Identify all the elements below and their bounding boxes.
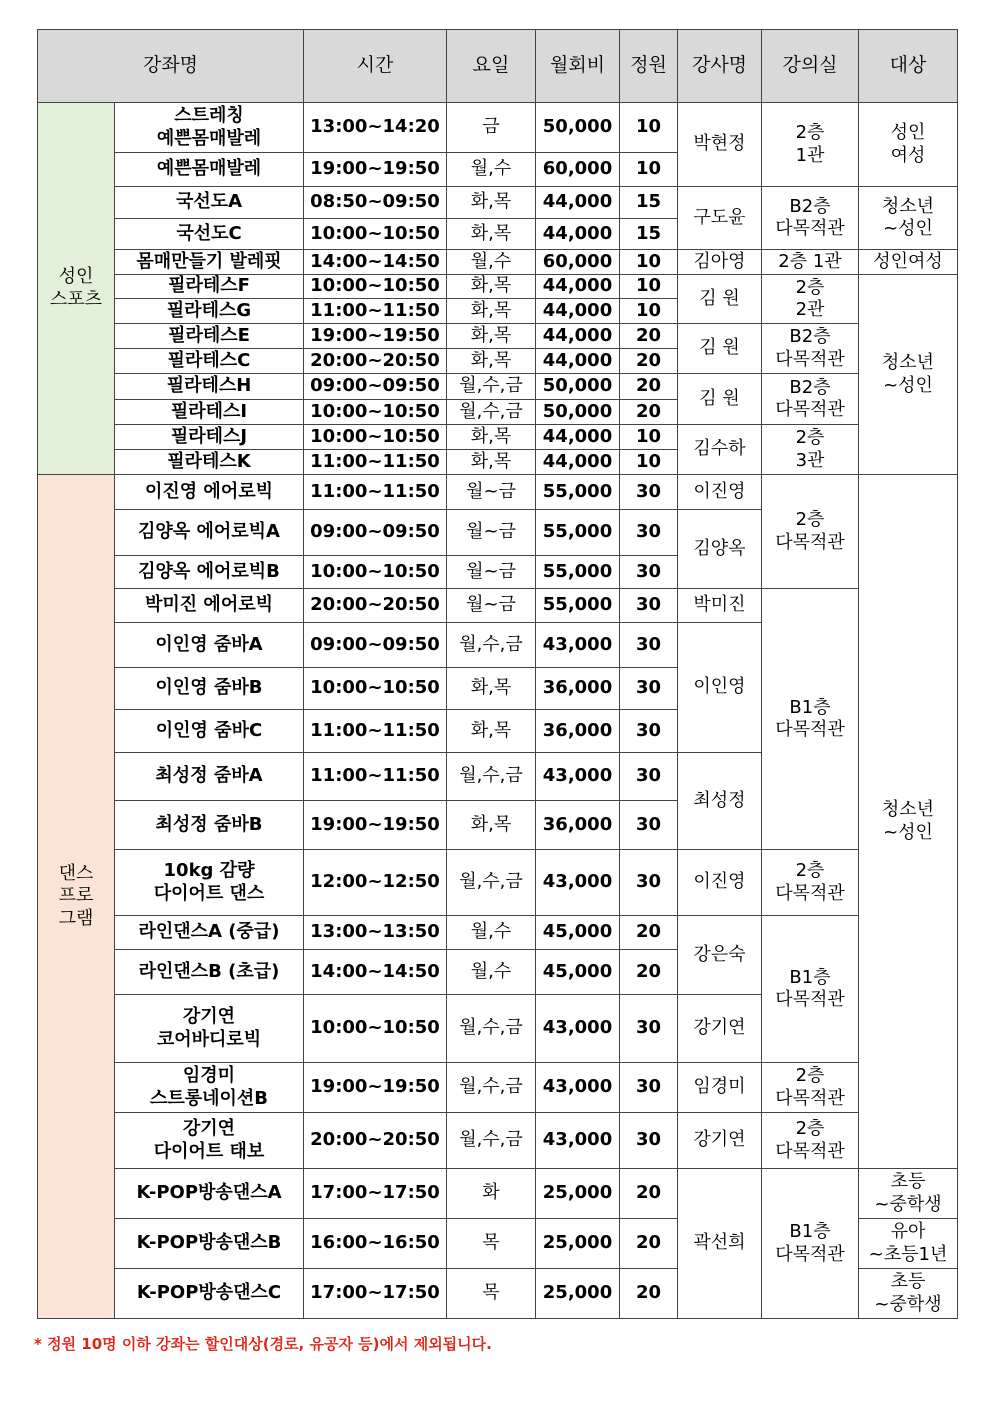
time-cell: 11:00~11:50 [304,450,447,475]
time-cell: 10:00~10:50 [304,400,447,425]
fee-cell: 44,000 [536,324,620,349]
table-row [38,850,958,916]
capacity-cell: 20 [620,950,678,995]
day-cell: 월,수,금 [447,850,536,916]
instructor-cell: 박미진 [678,589,762,623]
time-cell: 13:00~14:20 [304,103,447,153]
room-cell: B1층 다목적관 [762,916,859,1063]
course-name-cell: 필라테스H [115,374,304,400]
time-cell: 19:00~19:50 [304,1063,447,1113]
fee-cell: 44,000 [536,349,620,374]
time-cell: 10:00~10:50 [304,995,447,1063]
header-capacity: 정원 [620,30,678,103]
fee-cell: 43,000 [536,995,620,1063]
capacity-cell: 10 [620,103,678,153]
course-name-cell: 이인영 줌바B [115,668,304,710]
day-cell: 화,목 [447,324,536,349]
table-row [38,250,958,275]
fee-cell: 55,000 [536,589,620,623]
day-cell: 월,수,금 [447,400,536,425]
time-cell: 19:00~19:50 [304,153,447,187]
day-cell: 월~금 [447,589,536,623]
instructor-cell: 박현정 [678,103,762,187]
fee-cell: 36,000 [536,668,620,710]
day-cell: 화,목 [447,187,536,219]
room-cell: 2층 다목적관 [762,850,859,916]
day-cell: 월,수,금 [447,1063,536,1113]
fee-cell: 25,000 [536,1269,620,1319]
day-cell: 목 [447,1269,536,1319]
target-cell: 유아 ~초등1년 [859,1219,958,1269]
room-cell: B2층 다목적관 [762,374,859,425]
table-row [38,475,958,510]
table-row [38,374,958,400]
capacity-cell: 30 [620,710,678,753]
fee-cell: 60,000 [536,153,620,187]
time-cell: 14:00~14:50 [304,250,447,275]
room-cell: 2층 3관 [762,425,859,475]
course-name-cell: 스트레칭 예쁜몸매발레 [115,103,304,153]
fee-cell: 43,000 [536,623,620,668]
day-cell: 월,수,금 [447,623,536,668]
room-cell: 2층 1관 [762,103,859,187]
time-cell: 12:00~12:50 [304,850,447,916]
course-name-cell: 필라테스G [115,299,304,324]
day-cell: 월,수 [447,153,536,187]
course-name-cell: K-POP방송댄스B [115,1219,304,1269]
time-cell: 09:00~09:50 [304,374,447,400]
time-cell: 17:00~17:50 [304,1269,447,1319]
course-name-cell: 임경미 스트롱네이션B [115,1063,304,1113]
capacity-cell: 30 [620,753,678,801]
table-row [38,1063,958,1113]
time-cell: 13:00~13:50 [304,916,447,950]
fee-cell: 44,000 [536,219,620,250]
time-cell: 19:00~19:50 [304,324,447,349]
capacity-cell: 30 [620,556,678,589]
fee-cell: 44,000 [536,425,620,450]
course-name-cell: 박미진 에어로빅 [115,589,304,623]
time-cell: 17:00~17:50 [304,1169,447,1219]
category-cell-dance: 댄스 프로 그램 [38,475,115,1319]
room-cell: 2층 2관 [762,275,859,324]
capacity-cell: 30 [620,1113,678,1169]
table-row [38,187,958,219]
course-name-cell: 필라테스J [115,425,304,450]
fee-cell: 55,000 [536,510,620,556]
category-cell-sports: 성인 스포츠 [38,103,115,475]
course-name-cell: 이인영 줌바C [115,710,304,753]
table-row [38,589,958,623]
time-cell: 19:00~19:50 [304,801,447,850]
capacity-cell: 15 [620,219,678,250]
room-cell: 2층 다목적관 [762,1113,859,1169]
time-cell: 10:00~10:50 [304,556,447,589]
instructor-cell: 김수하 [678,425,762,475]
capacity-cell: 20 [620,1219,678,1269]
course-name-cell: 김양옥 에어로빅A [115,510,304,556]
day-cell: 화,목 [447,710,536,753]
schedule-body [38,103,958,1319]
course-name-cell: K-POP방송댄스C [115,1269,304,1319]
fee-cell: 44,000 [536,187,620,219]
day-cell: 월~금 [447,510,536,556]
day-cell: 월,수,금 [447,995,536,1063]
time-cell: 11:00~11:50 [304,299,447,324]
target-cell: 초등 ~중학생 [859,1269,958,1319]
course-name-cell: 국선도C [115,219,304,250]
table-row [38,1113,958,1169]
time-cell: 20:00~20:50 [304,349,447,374]
instructor-cell: 이진영 [678,850,762,916]
time-cell: 16:00~16:50 [304,1219,447,1269]
instructor-cell: 김 원 [678,324,762,374]
header-day: 요일 [447,30,536,103]
capacity-cell: 30 [620,850,678,916]
fee-cell: 43,000 [536,1113,620,1169]
header-room: 강의실 [762,30,859,103]
fee-cell: 43,000 [536,850,620,916]
time-cell: 11:00~11:50 [304,475,447,510]
target-cell: 청소년 ~성인 [859,475,958,1169]
table-row [38,425,958,450]
capacity-cell: 30 [620,995,678,1063]
target-cell: 초등 ~중학생 [859,1169,958,1219]
capacity-cell: 20 [620,400,678,425]
instructor-cell: 이진영 [678,475,762,510]
course-name-cell: 몸매만들기 발레핏 [115,250,304,275]
capacity-cell: 30 [620,623,678,668]
instructor-cell: 곽선희 [678,1169,762,1319]
target-cell: 청소년 ~성인 [859,187,958,250]
table-row [38,103,958,153]
course-name-cell: 국선도A [115,187,304,219]
capacity-cell: 20 [620,324,678,349]
capacity-cell: 30 [620,475,678,510]
table-row [38,1169,958,1219]
room-cell: B2층 다목적관 [762,187,859,250]
header-time: 시간 [304,30,447,103]
time-cell: 20:00~20:50 [304,1113,447,1169]
course-name-cell: 필라테스F [115,275,304,299]
instructor-cell: 구도윤 [678,187,762,250]
room-cell: 2층 다목적관 [762,1063,859,1113]
day-cell: 화,목 [447,425,536,450]
fee-cell: 50,000 [536,400,620,425]
fee-cell: 45,000 [536,916,620,950]
time-cell: 10:00~10:50 [304,425,447,450]
course-name-cell: 최성정 줌바B [115,801,304,850]
header-fee: 월회비 [536,30,620,103]
target-cell: 성인여성 [859,250,958,275]
capacity-cell: 30 [620,510,678,556]
time-cell: 10:00~10:50 [304,219,447,250]
course-name-cell: 필라테스I [115,400,304,425]
instructor-cell: 이인영 [678,623,762,753]
table-row [38,324,958,349]
fee-cell: 43,000 [536,753,620,801]
fee-cell: 55,000 [536,556,620,589]
day-cell: 화,목 [447,219,536,250]
instructor-cell: 김 원 [678,374,762,425]
time-cell: 11:00~11:50 [304,753,447,801]
header-instructor: 강사명 [678,30,762,103]
fee-cell: 36,000 [536,801,620,850]
instructor-cell: 김 원 [678,275,762,324]
instructor-cell: 김아영 [678,250,762,275]
header-target: 대상 [859,30,958,103]
course-name-cell: 필라테스K [115,450,304,475]
time-cell: 10:00~10:50 [304,668,447,710]
fee-cell: 60,000 [536,250,620,275]
day-cell: 화,목 [447,299,536,324]
capacity-cell: 20 [620,916,678,950]
capacity-cell: 20 [620,1269,678,1319]
day-cell: 월,수 [447,250,536,275]
capacity-cell: 20 [620,1169,678,1219]
capacity-cell: 30 [620,1063,678,1113]
instructor-cell: 강기연 [678,995,762,1063]
header-course-name: 강좌명 [38,30,304,103]
time-cell: 11:00~11:50 [304,710,447,753]
room-cell: B1층 다목적관 [762,1169,859,1319]
fee-cell: 44,000 [536,275,620,299]
room-cell: B2층 다목적관 [762,324,859,374]
course-name-cell: 강기연 다이어트 태보 [115,1113,304,1169]
capacity-cell: 10 [620,250,678,275]
room-cell: B1층 다목적관 [762,589,859,850]
fee-cell: 36,000 [536,710,620,753]
day-cell: 월~금 [447,556,536,589]
fee-cell: 50,000 [536,374,620,400]
capacity-cell: 10 [620,153,678,187]
course-name-cell: 라인댄스A (중급) [115,916,304,950]
day-cell: 월,수,금 [447,753,536,801]
fee-cell: 50,000 [536,103,620,153]
day-cell: 월,수 [447,950,536,995]
course-name-cell: 김양옥 에어로빅B [115,556,304,589]
instructor-cell: 임경미 [678,1063,762,1113]
time-cell: 14:00~14:50 [304,950,447,995]
capacity-cell: 20 [620,349,678,374]
target-cell: 성인 여성 [859,103,958,187]
course-name-cell: 라인댄스B (초급) [115,950,304,995]
instructor-cell: 김양옥 [678,510,762,589]
fee-cell: 43,000 [536,1063,620,1113]
day-cell: 월~금 [447,475,536,510]
day-cell: 화,목 [447,275,536,299]
capacity-cell: 10 [620,425,678,450]
time-cell: 20:00~20:50 [304,589,447,623]
target-cell: 청소년 ~성인 [859,275,958,475]
capacity-cell: 10 [620,275,678,299]
course-name-cell: 강기연 코어바디로빅 [115,995,304,1063]
day-cell: 월,수 [447,916,536,950]
table-row [38,916,958,950]
course-name-cell: 최성정 줌바A [115,753,304,801]
course-name-cell: K-POP방송댄스A [115,1169,304,1219]
capacity-cell: 30 [620,668,678,710]
room-cell: 2층 다목적관 [762,475,859,589]
time-cell: 09:00~09:50 [304,623,447,668]
day-cell: 화,목 [447,801,536,850]
class-schedule-table [37,29,958,1319]
capacity-cell: 30 [620,801,678,850]
capacity-cell: 20 [620,374,678,400]
capacity-cell: 10 [620,450,678,475]
fee-cell: 44,000 [536,450,620,475]
time-cell: 08:50~09:50 [304,187,447,219]
course-name-cell: 필라테스C [115,349,304,374]
fee-cell: 25,000 [536,1219,620,1269]
day-cell: 월,수,금 [447,374,536,400]
time-cell: 09:00~09:50 [304,510,447,556]
day-cell: 화,목 [447,349,536,374]
table-row [38,275,958,299]
instructor-cell: 강은숙 [678,916,762,995]
fee-cell: 55,000 [536,475,620,510]
course-name-cell: 예쁜몸매발레 [115,153,304,187]
day-cell: 목 [447,1219,536,1269]
fee-cell: 44,000 [536,299,620,324]
instructor-cell: 강기연 [678,1113,762,1169]
fee-cell: 25,000 [536,1169,620,1219]
day-cell: 화,목 [447,450,536,475]
capacity-cell: 30 [620,589,678,623]
day-cell: 화,목 [447,668,536,710]
course-name-cell: 이진영 에어로빅 [115,475,304,510]
course-name-cell: 이인영 줌바A [115,623,304,668]
discount-footnote: * 정원 10명 이하 강좌는 할인대상(경로, 유공자 등)에서 제외됩니다. [34,1335,492,1353]
capacity-cell: 10 [620,299,678,324]
capacity-cell: 15 [620,187,678,219]
instructor-cell: 최성정 [678,753,762,850]
header-row [38,30,958,103]
day-cell: 금 [447,103,536,153]
time-cell: 10:00~10:50 [304,275,447,299]
day-cell: 화 [447,1169,536,1219]
course-name-cell: 필라테스E [115,324,304,349]
course-name-cell: 10kg 감량 다이어트 댄스 [115,850,304,916]
fee-cell: 45,000 [536,950,620,995]
room-cell: 2층 1관 [762,250,859,275]
day-cell: 월,수,금 [447,1113,536,1169]
